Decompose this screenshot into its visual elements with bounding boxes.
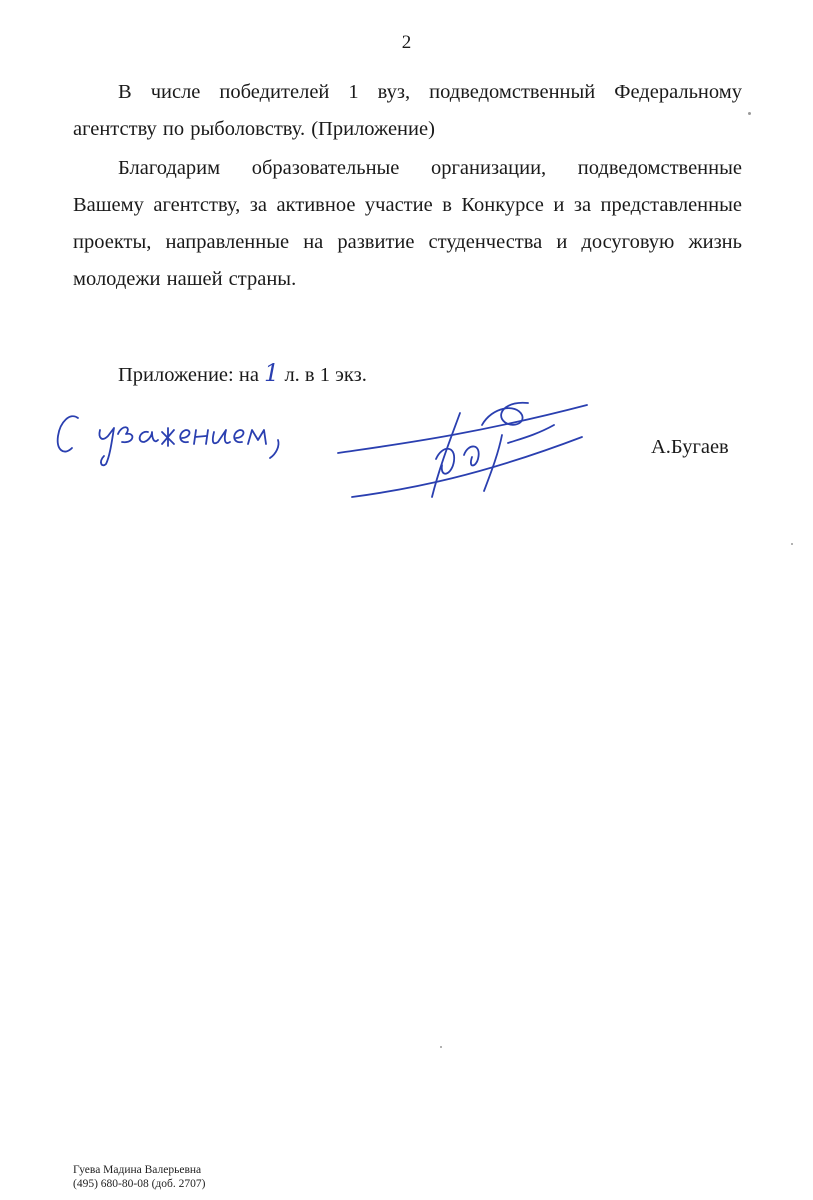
- scan-speck: [748, 112, 751, 115]
- letter-body-first: [73, 74, 742, 148]
- executor-phone: (495) 680-80-08 (доб. 2707): [73, 1178, 206, 1190]
- letter-body-second: [73, 150, 742, 298]
- executor-name: Гуева Мадина Валерьевна: [73, 1164, 202, 1176]
- scan-speck: [791, 543, 793, 545]
- appendix-sheet-count: 1: [264, 359, 280, 387]
- appendix-line: [118, 359, 367, 387]
- appendix-prefix: Приложение: на: [118, 364, 259, 386]
- executor-info: [73, 1163, 205, 1191]
- page-number: 2: [401, 32, 412, 53]
- handwritten-salutation: [52, 400, 312, 470]
- paragraph-winners: В числе победителей 1 вуз, подведомственный Федеральному агентству по рыболовству. (Приложение): [73, 81, 742, 140]
- paragraph-gratitude: Благодарим образовательные организации, подведомственные Вашему агентству, за активное участие в Конкурсе и за представленные проекты, направленные на развитие студенчества и досуговую жизнь молодежи нашей страны.: [73, 157, 742, 290]
- appendix-suffix: л. в 1 экз.: [284, 364, 367, 386]
- signer-name: А.Бугаев: [651, 436, 729, 458]
- signature: [332, 395, 594, 505]
- scan-speck: [440, 1046, 442, 1048]
